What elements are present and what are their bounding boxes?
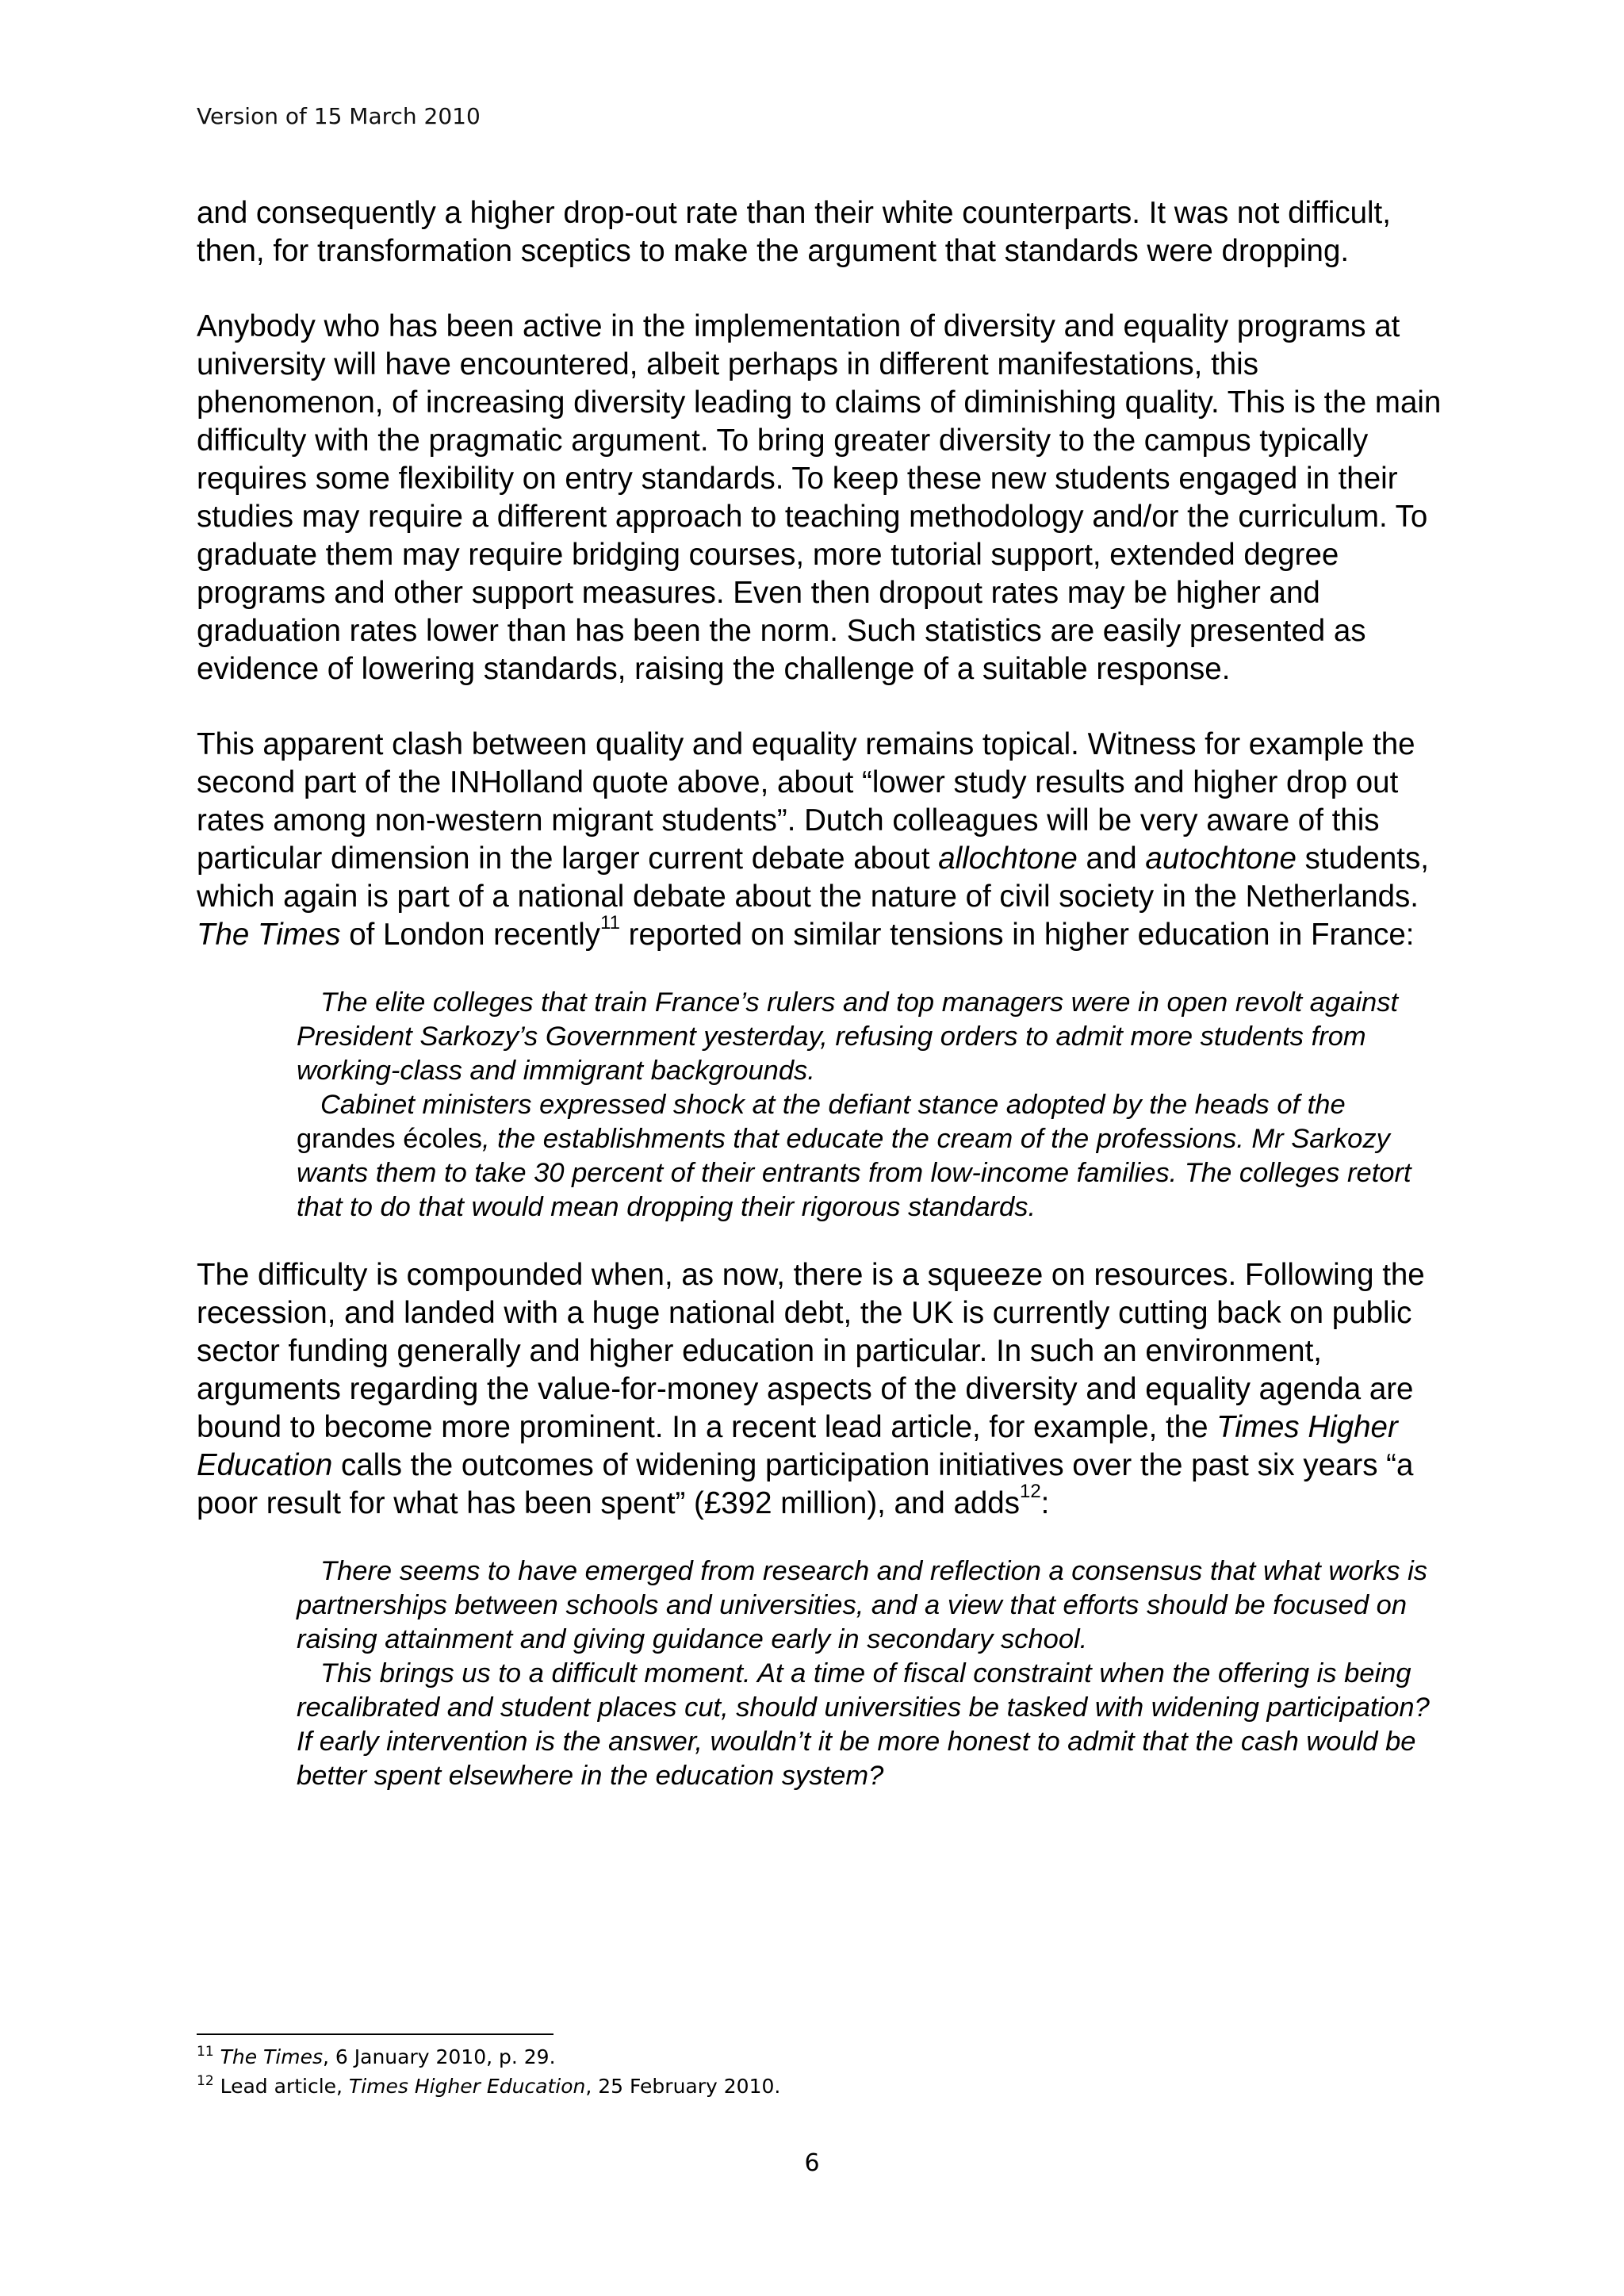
footnote-12: $^{12}$ Lead article, Times Higher Education, 25 February 2010.: [197, 2073, 781, 2098]
quote-paragraph: The elite colleges that train France’s rulers and top managers were in open revolt against President Sarkozy’s Government yesterday, refusing orders to admit more students from working-class and immigrant backgrounds.: [297, 987, 1399, 1086]
version-header: Version of 15 March 2010: [197, 103, 481, 129]
term-grandes-ecoles: grandes écoles: [297, 1124, 482, 1154]
paragraph-1: and consequently a higher drop-out rate than their white counterparts. It was not difficult, then, for transformation sceptics to make the argument that standards were dropping.: [197, 196, 1391, 268]
main-text: [197, 194, 1442, 1825]
quote-paragraph: This brings us to a difficult moment. At a time of fiscal constraint when the offering is being recalibrated and student places cut, should universities be tasked with widening participation? If early intervention is the answer, wouldn’t it be more honest to admit that the cash would be better spent elsewhere in the education system?: [297, 1658, 1430, 1791]
block-quote-times: [197, 986, 1438, 1225]
footnotes: [197, 2042, 780, 2101]
quote-paragraph: There seems to have emerged from research and reflection a consensus that what works is partnerships between schools and universities, and a view that efforts should be focused on raising attainment and giving guidance early in secondary school.: [297, 1556, 1428, 1654]
footnote-ref-12[interactable]: 12: [1019, 1481, 1041, 1502]
footnote-separator: [197, 2033, 553, 2035]
title-the-times: The Times: [197, 918, 341, 952]
title-times-higher-education: Times Higher Education: [197, 1410, 1398, 1482]
term-autochtone: autochtone: [1145, 841, 1297, 876]
paragraph-3: This apparent clash between quality and equality remains topical. Witness for example the second part of the INHolland quote above, about “lower study results and higher drop out rates among non-western migrant students”. Dutch colleagues will be very aware of this particular dimension in the larger current debate about allochtone and autochtone students, which again is part of a national debate about the nature of civil society in the Netherlands. The Times of London recently$^{11}$ reported on similar tensions in higher education in France:: [197, 727, 1429, 952]
footnote-11: $^{11}$ The Times, 6 January 2010, p. 29.: [197, 2044, 556, 2068]
paragraph-2: Anybody who has been active in the implementation of diversity and equality programs at university will have encountered, albeit perhaps in different manifestations, this phenomenon, of increasing diversity leading to claims of diminishing quality. This is the main difficulty with the pragmatic argument. To bring greater diversity to the campus typically requires some flexibility on entry standards. To keep these new students engaged in their studies may require a different approach to teaching methodology and/or the curriculum. To graduate them may require bridging courses, more tutorial support, extended degree programs and other support measures. Even then dropout rates may be higher and graduation rates lower than has been the norm. Such statistics are easily presented as evidence of lowering standards, raising the challenge of a suitable response.: [197, 309, 1442, 686]
quote-paragraph: Cabinet ministers expressed shock at the defiant stance adopted by the heads of the grandes écoles, the establishments that educate the cream of the professions. Mr Sarkozy wants them to take 30 percent of their entrants from low-income families. The colleges retort that to do that would mean dropping their rigorous standards.: [297, 1090, 1411, 1222]
block-quote-the: [197, 1554, 1438, 1793]
paragraph-4: The difficulty is compounded when, as now, there is a squeeze on resources. Following the recession, and landed with a huge national debt, the UK is currently cutting back on public sector funding generally and higher education in particular. In such an environment, arguments regarding the value-for-money aspects of the diversity and equality agenda are bound to become more prominent. In a recent lead article, for example, the Times Higher Education calls the outcomes of widening participation initiatives over the past six years “a poor result for what has been spent” (£392 million), and adds$^{12}$:: [197, 1258, 1425, 1520]
footnote-ref-11[interactable]: 11: [600, 912, 620, 933]
page-number: 6: [804, 2149, 820, 2177]
term-allochtone: allochtone: [938, 841, 1078, 876]
